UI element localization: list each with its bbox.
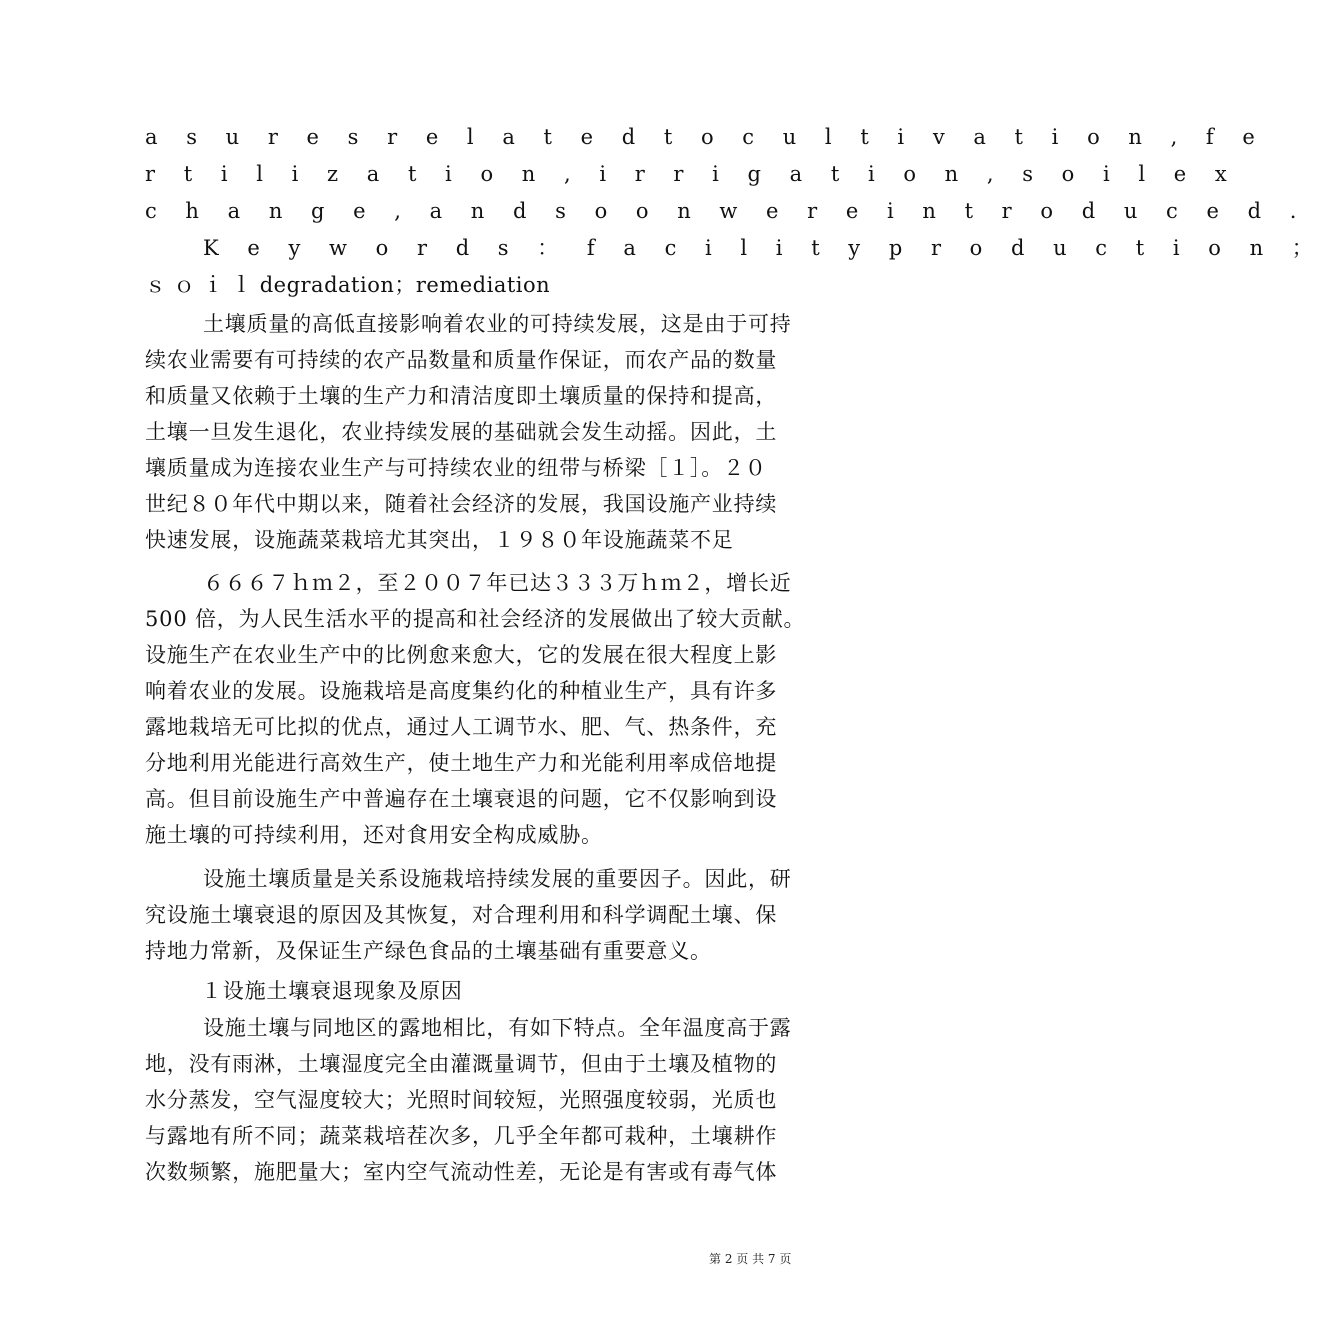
paragraph1-line: 续农业需要有可持续的农产品数量和质量作保证，而农产品的数量 — [145, 348, 778, 372]
keywords-line-2: ｓ ｏ ｉ ｌ degradation；remediation — [145, 273, 551, 297]
paragraph4-line: 与露地有所不同；蔬菜栽培茬次多，几乎全年都可栽种，土壤耕作 — [145, 1124, 778, 1148]
paragraph4-line: 次数频繁，施肥量大；室内空气流动性差，无论是有害或有毒气体 — [145, 1160, 778, 1184]
abstract-line-3: c h a n g e , a n d s o o n w e r e i n t r o d u c e d . — [145, 199, 1308, 223]
paragraph2-line: 施土壤的可持续利用，还对食用安全构成威胁。 — [145, 823, 603, 847]
paragraph3-line: 究设施土壤衰退的原因及其恢复，对合理利用和科学调配土壤、保 — [145, 903, 778, 927]
paragraph4-line: 设施土壤与同地区的露地相比，有如下特点。全年温度高于露 — [203, 1016, 792, 1040]
paragraph2-line: 露地栽培无可比拟的优点，通过人工调节水、肥、气、热条件，充 — [145, 715, 778, 739]
paragraph2-line: 设施生产在农业生产中的比例愈来愈大，它的发展在很大程度上影 — [145, 643, 778, 667]
keywords-line-1: K e y w o r d s ： f a c i l i t y p r o d u c t i o n ； — [203, 236, 1324, 260]
paragraph4-line: 水分蒸发，空气湿度较大；光照时间较短，光照强度较弱，光质也 — [145, 1088, 778, 1112]
section-heading: １设施土壤衰退现象及原因 — [201, 979, 463, 1003]
paragraph3-line: 持地力常新，及保证生产绿色食品的土壤基础有重要意义。 — [145, 939, 712, 963]
paragraph1-line: 和质量又依赖于土壤的生产力和清洁度即土壤质量的保持和提高， — [145, 384, 778, 408]
paragraph3-line: 设施土壤质量是关系设施栽培持续发展的重要因子。因此，研 — [203, 867, 792, 891]
paragraph1-line: 土壤一旦发生退化，农业持续发展的基础就会发生动摇。因此，土 — [145, 420, 778, 444]
paragraph1-line: 快速发展，设施蔬菜栽培尤其突出，１９８０年设施蔬菜不足 — [145, 528, 734, 552]
paragraph2-line: 分地利用光能进行高效生产，使土地生产力和光能利用率成倍地提 — [145, 751, 778, 775]
abstract-line-1: a s u r e s r e l a t e d t o c u l t i v a t i o n , f e — [145, 125, 1266, 149]
paragraph1-line: 土壤质量的高低直接影响着农业的可持续发展，这是由于可持 — [203, 312, 792, 336]
paragraph2-line: 高。但目前设施生产中普遍存在土壤衰退的问题，它不仅影响到设 — [145, 787, 778, 811]
paragraph4-line: 地，没有雨淋，土壤湿度完全由灌溉量调节，但由于土壤及植物的 — [145, 1052, 778, 1076]
paragraph2-line: 响着农业的发展。设施栽培是高度集约化的种植业生产，具有许多 — [145, 679, 778, 703]
paragraph2-line: ６６６７ｈｍ２，至２００７年已达３３３万ｈｍ２，增长近 — [203, 571, 792, 595]
paragraph2-line: 500 倍，为人民生活水平的提高和社会经济的发展做出了较大贡献。 — [145, 607, 806, 631]
paragraph1-line: 世纪８０年代中期以来，随着社会经济的发展，我国设施产业持续 — [145, 492, 778, 516]
page-number: 第 2 页 共 7 页 — [709, 1252, 792, 1266]
paragraph1-line: 壤质量成为连接农业生产与可持续农业的纽带与桥梁［１］。２０ — [145, 456, 767, 480]
abstract-line-2: r t i l i z a t i o n , i r r i g a t i o n , s o i l e x — [145, 162, 1238, 186]
